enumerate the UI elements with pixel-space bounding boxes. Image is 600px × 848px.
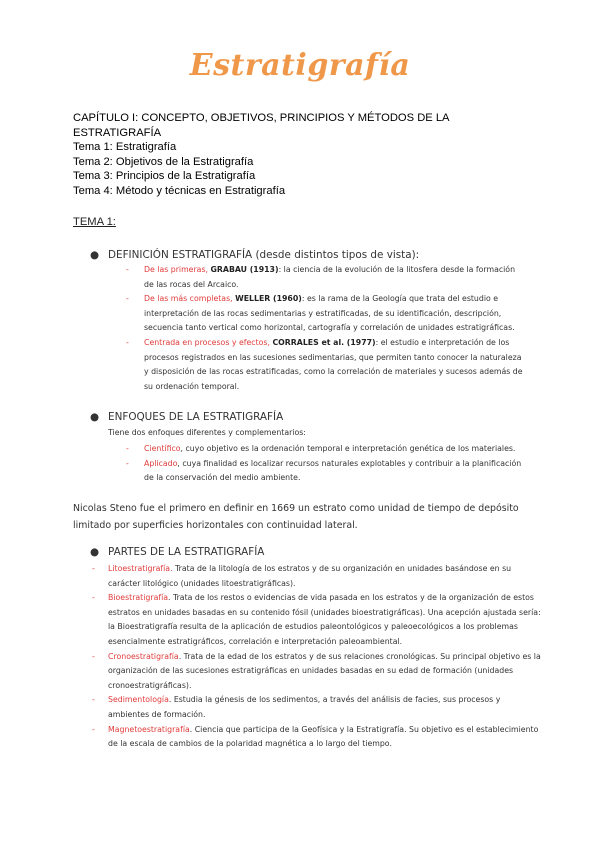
item-label: Científico xyxy=(144,444,181,453)
item-label: De las primeras, xyxy=(144,265,209,274)
partes-heading-text: PARTES DE LA ESTRATIGRAFÍA xyxy=(108,546,265,558)
enfoques-list xyxy=(126,442,526,486)
chapter-title: CAPÍTULO I: CONCEPTO, OBJETIVOS, PRINCIPIOS Y MÉTODOS DE LA ESTRATIGRAFÍA xyxy=(73,112,449,139)
dash-icon: - xyxy=(92,564,95,573)
item-label: De las más completas, xyxy=(144,294,233,304)
item-author: CORRALES et al. (1977) xyxy=(272,337,376,347)
dash-icon: - xyxy=(126,444,129,453)
enfoques-heading-text: ENFOQUES DE LA ESTRATIGRAFÍA xyxy=(108,411,284,423)
list-item xyxy=(92,723,542,752)
list-item xyxy=(126,336,526,394)
tema-line: Tema 3: Principios de la Estratigrafía xyxy=(73,170,256,182)
dash-icon: - xyxy=(126,337,129,347)
item-label: Centrada en procesos y efectos, xyxy=(144,337,270,347)
tema-line: Tema 1: Estratigrafía xyxy=(73,141,177,153)
tema-line: Tema 2: Objetivos de la Estratigrafía xyxy=(73,155,254,168)
tema-line: Tema 4: Método y técnicas en Estratigrafía xyxy=(73,184,286,197)
partes-list xyxy=(92,562,542,752)
list-item xyxy=(126,457,526,486)
dash-icon: - xyxy=(126,458,129,468)
definicion-heading-text: DEFINICIÓN ESTRATIGRAFÍA (desde distintos tipos de vista): xyxy=(108,249,420,261)
tema1-label: TEMA 1: xyxy=(73,216,116,228)
item-label: Cronoestratigrafía xyxy=(108,651,179,661)
chapter-header xyxy=(73,111,493,198)
item-label: Bioestratigrafía xyxy=(108,593,169,603)
item-text: Trata de la litología de los estratos y de su organización en unidades basándose en su carácter litológico (unidades litoestratigráficas). xyxy=(108,564,512,588)
item-author: WELLER (1960) xyxy=(235,294,302,304)
dash-icon: - xyxy=(92,651,95,661)
dash-icon: - xyxy=(92,724,95,734)
list-item xyxy=(92,650,542,694)
list-item xyxy=(92,591,542,649)
bullet-dot-icon: ● xyxy=(90,411,100,423)
list-item xyxy=(92,693,542,722)
bullet-dot-icon: ● xyxy=(90,546,100,558)
partes-heading xyxy=(90,546,264,558)
dash-icon: - xyxy=(92,695,95,705)
list-item xyxy=(126,442,526,457)
dash-icon: - xyxy=(126,294,129,304)
definicion-heading xyxy=(90,249,419,261)
item-label: Magnetoestratigrafía xyxy=(108,724,190,734)
item-label: Litoestratigrafía. xyxy=(108,564,173,573)
item-text: . Estudia la génesis de los sedimentos, a través del análisis de facies, sus procesos y ambientes de formación. xyxy=(108,695,501,719)
item-text: . Trata de los restos o evidencias de vida pasada en los estratos y de la organización de estos estratos en unidades basadas en su contenido fósil (unidades bioestratigráficas). Una acepción ajustada sería: la Bioestratigrafía resulta de la aplicación de estudios paleontológicos y paleoecológicos a los problemas esencialmente estratigráficos, correlación e interpretación paleoambiental. xyxy=(108,593,541,646)
enfoques-heading xyxy=(90,411,283,423)
document-title: Estratigrafía xyxy=(189,48,411,83)
item-label: Aplicado xyxy=(144,458,178,468)
steno-paragraph: Nicolas Steno fue el primero en definir en 1669 un estrato como unidad de tiempo de depósito limitado por superficies horizontales con continuidad lateral. xyxy=(73,503,519,531)
list-item xyxy=(126,263,526,292)
dash-icon: - xyxy=(92,593,95,603)
item-text: : es la rama de la Geología que trata del estudio e interpretación de las rocas sedimentarias y estratificadas, de su identificación, descripción, secuencia tanto vertical como horizontal, cartografía y correlación de unidades estratigráficas. xyxy=(144,294,515,333)
dash-icon: - xyxy=(126,265,129,274)
definicion-list xyxy=(126,263,526,394)
item-text: . Trata de la edad de los estratos y de sus relaciones cronológicas. Su principal objetivo es la organización de las sucesiones estratigráficas en unidades basadas en su edad de formación (unidades cronoestratigráficas). xyxy=(108,651,541,690)
item-text: . Ciencia que participa de la Geofísica y la Estratigrafía. Su objetivo es el establecimiento de la escala de cambios de la polaridad magnética a lo largo del tiempo. xyxy=(108,724,539,749)
item-text: , cuyo objetivo es la ordenación temporal e interpretación genética de los materiales. xyxy=(180,444,516,453)
item-text: : la ciencia de la evolución de la litosfera desde la formación de las rocas del Arcaico. xyxy=(144,265,516,289)
item-author: GRABAU (1913) xyxy=(210,265,279,274)
item-label: Sedimentología xyxy=(108,695,169,705)
list-item xyxy=(92,562,542,591)
item-text: : el estudio e interpretación de los procesos registrados en las sucesiones sedimentarias, que permiten tanto conocer la naturaleza y disposición de las rocas estratificadas, como la correlación de materiales y sucesos además de su ordenación temporal. xyxy=(144,337,523,391)
item-text: , cuya finalidad es localizar recursos naturales explotables y contribuir a la planificación de la conservación del medio ambiente. xyxy=(144,458,522,483)
enfoques-intro: Tiene dos enfoques diferentes y complementarios: xyxy=(108,428,306,437)
list-item xyxy=(126,292,526,336)
bullet-dot-icon: ● xyxy=(90,249,100,261)
